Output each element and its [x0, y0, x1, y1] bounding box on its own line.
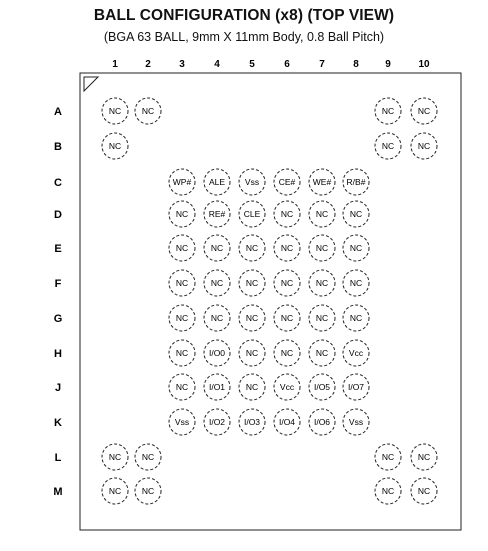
ball: [274, 235, 300, 261]
ball-label: NC: [417, 486, 431, 496]
ball: [375, 98, 401, 124]
column-label: 9: [385, 59, 391, 70]
ball-label: NC: [141, 452, 155, 462]
ball-grid: [102, 98, 437, 504]
row-label: J: [54, 382, 62, 394]
ball: [343, 305, 369, 331]
ball-label: I/O6: [313, 417, 331, 427]
ball-label: NC: [175, 348, 189, 358]
ball-label: NC: [349, 313, 363, 323]
ball: [309, 201, 335, 227]
ball-label: NC: [349, 243, 363, 253]
ball-label: Vss: [244, 177, 260, 187]
ball: [239, 409, 265, 435]
ball: [239, 169, 265, 195]
ball: [343, 340, 369, 366]
ball-label: I/O0: [208, 348, 226, 358]
ball-label: NC: [210, 313, 224, 323]
ball: [204, 169, 230, 195]
ball-label: NC: [108, 486, 122, 496]
ball: [274, 169, 300, 195]
ball-label: NC: [245, 243, 259, 253]
ball-label: NC: [175, 278, 189, 288]
ball: [343, 235, 369, 261]
ball: [375, 444, 401, 470]
column-label: 6: [284, 59, 290, 70]
ball-label: NC: [315, 278, 329, 288]
ball-label: NC: [210, 278, 224, 288]
ball: [309, 374, 335, 400]
ball: [204, 409, 230, 435]
row-label: A: [54, 106, 62, 118]
ball: [204, 305, 230, 331]
ball-label: CLE: [243, 209, 261, 219]
ball: [204, 201, 230, 227]
ball: [169, 305, 195, 331]
ball: [204, 340, 230, 366]
row-label: H: [54, 348, 62, 360]
row-label: D: [54, 209, 62, 221]
row-label: B: [54, 141, 62, 153]
ball: [274, 201, 300, 227]
ball: [343, 169, 369, 195]
ball-label: NC: [381, 141, 395, 151]
ball: [309, 340, 335, 366]
column-label: 10: [418, 59, 430, 70]
ball-label: I/O3: [243, 417, 261, 427]
row-label: F: [54, 278, 62, 290]
ball: [274, 374, 300, 400]
diagram-title: BALL CONFIGURATION (x8) (TOP VIEW): [93, 7, 395, 24]
ball-label: NC: [175, 313, 189, 323]
ball-label: NC: [349, 209, 363, 219]
ball-label: Vcc: [348, 348, 364, 358]
ball-label: NC: [417, 106, 431, 116]
column-label: 5: [249, 59, 255, 70]
column-label: 1: [112, 59, 118, 70]
ball-label: NC: [141, 106, 155, 116]
ball: [239, 340, 265, 366]
ball-label: NC: [108, 106, 122, 116]
ball: [204, 374, 230, 400]
ball: [239, 201, 265, 227]
ball: [375, 478, 401, 504]
ball: [169, 270, 195, 296]
ball: [274, 270, 300, 296]
ball-label: NC: [381, 486, 395, 496]
ball-label: NC: [315, 313, 329, 323]
ball-label: RE#: [208, 209, 226, 219]
column-label: 7: [319, 59, 325, 70]
ball: [309, 235, 335, 261]
ball: [239, 305, 265, 331]
pin1-corner-marker: [84, 77, 98, 91]
ball: [102, 478, 128, 504]
ball: [411, 478, 437, 504]
ball: [274, 409, 300, 435]
row-label: G: [53, 313, 63, 325]
ball: [135, 98, 161, 124]
ball: [343, 374, 369, 400]
ball-label: NC: [108, 452, 122, 462]
ball: [239, 270, 265, 296]
row-label: L: [54, 452, 62, 464]
ball-label: NC: [315, 209, 329, 219]
column-label: 2: [145, 59, 151, 70]
ball: [411, 98, 437, 124]
ball-label: NC: [280, 209, 294, 219]
ball: [343, 270, 369, 296]
ball-label: NC: [381, 452, 395, 462]
ball: [309, 409, 335, 435]
ball: [309, 169, 335, 195]
ball-label: NC: [315, 243, 329, 253]
diagram-subtitle: (BGA 63 BALL, 9mm X 11mm Body, 0.8 Ball Pitch): [103, 30, 385, 44]
ball-label: R/B#: [346, 177, 366, 187]
ball-label: NC: [245, 348, 259, 358]
ball: [204, 235, 230, 261]
ball-label: NC: [175, 209, 189, 219]
ball: [102, 444, 128, 470]
ball-label: NC: [280, 278, 294, 288]
ball-label: NC: [280, 348, 294, 358]
row-label: K: [54, 417, 62, 429]
ball-label: NC: [245, 278, 259, 288]
ball-label: I/O5: [313, 382, 331, 392]
ball-label: I/O7: [347, 382, 365, 392]
ball: [309, 305, 335, 331]
ball-label: NC: [175, 243, 189, 253]
column-label: 3: [179, 59, 185, 70]
ball-label: I/O2: [208, 417, 226, 427]
ball-label: NC: [315, 348, 329, 358]
ball-label: I/O1: [208, 382, 226, 392]
ball: [343, 409, 369, 435]
ball: [102, 98, 128, 124]
ball-label: I/O4: [278, 417, 296, 427]
ball: [135, 478, 161, 504]
ball: [375, 133, 401, 159]
ball: [239, 235, 265, 261]
ball-label: NC: [417, 452, 431, 462]
ball: [411, 133, 437, 159]
ball: [309, 270, 335, 296]
ball-label: WP#: [172, 177, 192, 187]
row-label: M: [53, 486, 63, 498]
column-labels: [112, 59, 430, 70]
ball: [169, 374, 195, 400]
ball-label: NC: [141, 486, 155, 496]
row-label: E: [54, 243, 62, 255]
ball: [135, 444, 161, 470]
ball: [204, 270, 230, 296]
row-labels: [53, 106, 62, 498]
ball-label: NC: [381, 106, 395, 116]
ball-label: NC: [349, 278, 363, 288]
ball-label: NC: [245, 382, 259, 392]
ball-label: NC: [417, 141, 431, 151]
ball-label: Vcc: [279, 382, 295, 392]
ball-label: NC: [280, 243, 294, 253]
ball-label: Vss: [348, 417, 364, 427]
ball: [274, 305, 300, 331]
ball: [411, 444, 437, 470]
ball-label: ALE: [208, 177, 226, 187]
column-label: 4: [214, 59, 220, 70]
ball-label: NC: [280, 313, 294, 323]
ball-label: WE#: [312, 177, 332, 187]
ball: [343, 201, 369, 227]
ball: [169, 409, 195, 435]
ball: [102, 133, 128, 159]
column-label: 8: [353, 59, 359, 70]
ball: [169, 340, 195, 366]
ball: [169, 235, 195, 261]
row-label: C: [54, 177, 62, 189]
ball-label: NC: [245, 313, 259, 323]
ball: [169, 201, 195, 227]
ball-label: CE#: [278, 177, 296, 187]
ball-label: NC: [175, 382, 189, 392]
ball: [169, 169, 195, 195]
ball: [274, 340, 300, 366]
ball-label: NC: [210, 243, 224, 253]
ball-label: Vss: [174, 417, 190, 427]
ball-label: NC: [108, 141, 122, 151]
ball: [239, 374, 265, 400]
